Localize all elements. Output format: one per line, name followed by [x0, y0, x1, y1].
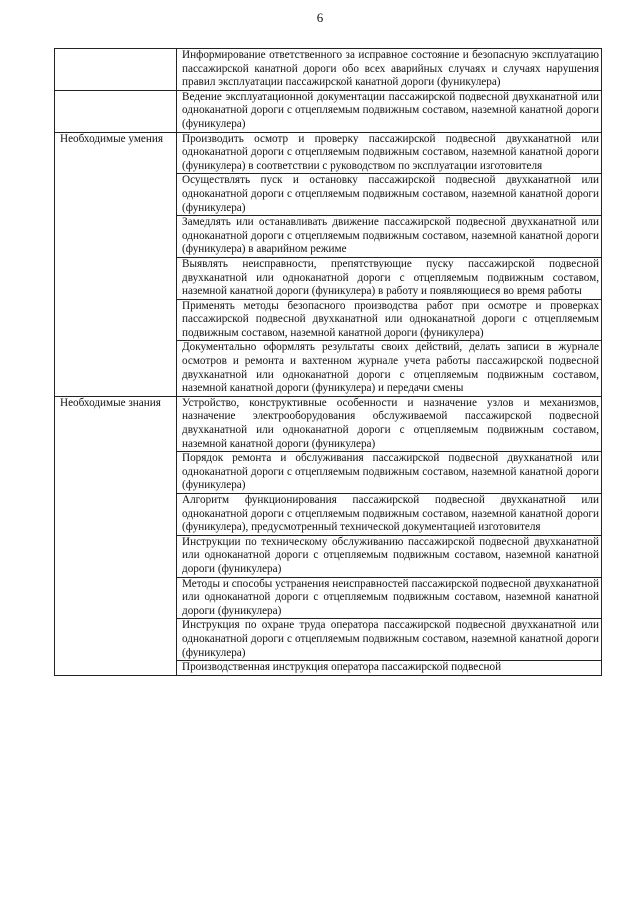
table-cell: Методы и способы устранения неисправностей пассажирской подвесной двухканатной или одноканатной дороги с отцепляемым подвижным составом, наземной канатной дороги (фуникулера)	[177, 577, 602, 619]
table-cell: Порядок ремонта и обслуживания пассажирской подвесной двухканатной или одноканатной дороги с отцепляемым подвижным составом, наземной канатной дороги (фуникулера)	[177, 452, 602, 494]
table-cell: Осуществлять пуск и остановку пассажирской подвесной двухканатной или одноканатной дороги с отцепляемым подвижным составом, наземной канатной дороги (фуникулера)	[177, 174, 602, 216]
competency-table	[54, 48, 602, 676]
table-row	[55, 396, 602, 451]
table-cell: Замедлять или останавливать движение пассажирской подвесной двухканатной или одноканатной дороги с отцепляемым подвижным составом, наземной канатной дороги (фуникулера) в аварийном режиме	[177, 216, 602, 258]
table-cell: Алгоритм функционирования пассажирской подвесной двухканатной или одноканатной дороги с отцепляемым подвижным составом, наземной канатной дороги (фуникулера), предусмотренный технической документацией изготовителя	[177, 494, 602, 536]
table-row	[55, 90, 602, 132]
page-number: 6	[316, 10, 324, 25]
table-cell: Устройство, конструктивные особенности и назначение узлов и механизмов, назначение электрооборудования обслуживаемой пассажирской подвесной двухканатной или одноканатной дороги с отцепляемым подвижным составом, наземной канатной дороги (фуникулера)	[177, 396, 602, 451]
table-cell: Информирование ответственного за исправное состояние и безопасную эксплуатацию пассажирской канатной дороги обо всех аварийных случаях и случаях нарушения правил эксплуатации пассажирской канатной дороги (фуникулера)	[177, 49, 602, 91]
table-cell: Производственная инструкция оператора пассажирской подвесной	[177, 661, 602, 676]
section-label-skills: Необходимые умения	[55, 132, 177, 396]
table-cell: Документально оформлять результаты своих действий, делать записи в журнале осмотров и ремонта и вахтенном журнале учета работы пассажирской подвесной двухканатной или одноканатной дороги с отцепляемым подвижным составом, наземной канатной дороги (фуникулера) и передачи смены	[177, 341, 602, 396]
section-label-knowledge: Необходимые знания	[55, 396, 177, 675]
table-cell: Применять методы безопасного производства работ при осмотре и проверках пассажирской подвесной двухканатной или одноканатной дороги с отцепляемым подвижным составом, наземной канатной дороги (фуникулера)	[177, 299, 602, 341]
table-row	[55, 49, 602, 91]
row-label-empty	[55, 49, 177, 91]
table-cell: Инструкции по техническому обслуживанию пассажирской подвесной двухканатной или одноканатной дороги с отцепляемым подвижным составом, наземной канатной дороги (фуникулера)	[177, 535, 602, 577]
table-cell: Выявлять неисправности, препятствующие пуску пассажирской подвесной двухканатной или одноканатной дороги с отцепляемым подвижным составом, наземной канатной дороги (фуникулера) в работу и появляющиеся во время работы	[177, 257, 602, 299]
row-label-empty	[55, 90, 177, 132]
table-cell: Производить осмотр и проверку пассажирской подвесной двухканатной или одноканатной дороги с отцепляемым подвижным составом, наземной канатной дороги (фуникулера) в соответствии с руководством по эксплуатации изготовителя	[177, 132, 602, 174]
table-cell: Инструкция по охране труда оператора пассажирской подвесной двухканатной или одноканатной дороги с отцепляемым подвижным составом, наземной канатной дороги (фуникулера)	[177, 619, 602, 661]
table-cell: Ведение эксплуатационной документации пассажирской подвесной двухканатной или одноканатной дороги с отцепляемым подвижным составом, наземной канатной дороги (фуникулера)	[177, 90, 602, 132]
table-row	[55, 132, 602, 174]
